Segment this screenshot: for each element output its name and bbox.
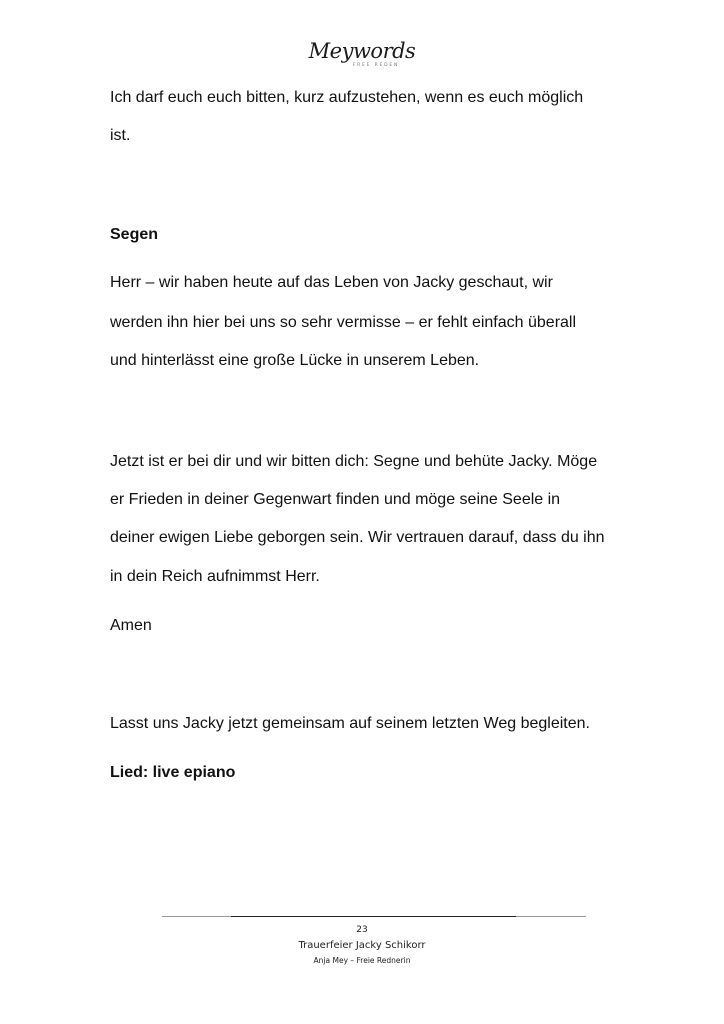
song-heading: Lied: live epiano (110, 764, 236, 781)
page-number: 23 (356, 925, 368, 935)
body-line: Jetzt ist er bei dir und wir bitten dich: Segne und behüte Jacky. Möge (110, 453, 598, 470)
section-heading-segen: Segen (110, 226, 159, 243)
body-line: er Frieden in deiner Gegenwart finden und möge seine Seele in (110, 491, 561, 508)
body-line: deiner ewigen Liebe geborgen sein. Wir vertrauen darauf, dass du ihn (110, 529, 605, 546)
header-logo (0, 40, 724, 69)
body-line: Lasst uns Jacky jetzt gemeinsam auf seinem letzten Weg begleiten. (110, 715, 590, 732)
footer-title: Trauerfeier Jacky Schikorr (298, 940, 426, 951)
body-line: Herr – wir haben heute auf das Leben von Jacky geschaut, wir (110, 274, 553, 291)
body-line: und hinterlässt eine große Lücke in unserem Leben. (110, 352, 480, 369)
body-line: in dein Reich aufnimmst Herr. (110, 568, 320, 585)
footer-divider (162, 916, 231, 917)
logo-subtitle: FREE REDEN (352, 63, 400, 68)
body-line: Ich darf euch euch bitten, kurz aufzustehen, wenn es euch möglich (110, 89, 584, 106)
amen-line: Amen (110, 617, 152, 634)
footer-divider (231, 916, 516, 917)
body-line: werden ihn hier bei uns so sehr vermisse – er fehlt einfach überall (110, 314, 577, 331)
logo-wordmark: Meywords (308, 39, 416, 63)
footer-author: Anja Mey – Freie Rednerin (313, 956, 411, 965)
body-line: ist. (110, 127, 131, 144)
footer-divider (516, 916, 586, 917)
